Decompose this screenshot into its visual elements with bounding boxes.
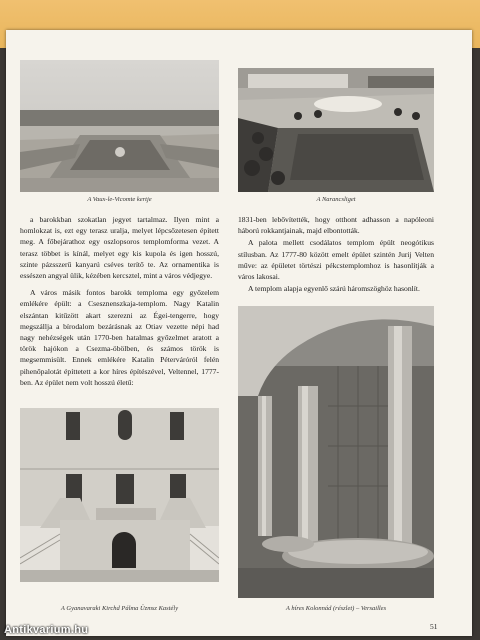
paragraph: A város másik fontos barokk temploma egy győzelem emlékére épült: a Csesznenszkaja-templom. Nagy Katalin elszántan kitűzött akart szerezni az Égei-tengerre, hogy megszállja a bírodalom bezárásnak az Otiav vezette népi had nagy nehézségek után 1770-ben hatalmas győzelmet aratott a török hajókon a Csezma-öbölben, és számos török is megsemmisült. Ennek emlékére Katalin Péterváróról felén pihenőpalotát építtetett a kor híres építészével, Veltennel, 1777-ben. Az épület nem volt hosszú életű:	[20, 288, 219, 387]
text-column-left	[20, 214, 219, 388]
caption-colonnade: A híres Kolonnád (részlet) – Versailles	[285, 605, 387, 612]
paragraph: 1831-ben lebővítették, hogy otthont adhasson a napóleoni háború rokkantjainak, majd elbontották.	[238, 215, 434, 236]
page-number: 51	[430, 622, 438, 631]
text-column-right	[238, 214, 434, 294]
garden-photo	[20, 60, 219, 192]
palace-photo	[20, 408, 219, 582]
watermark-logo: Antikvarium.hu	[4, 624, 89, 636]
book-page	[6, 30, 472, 636]
caption-palace: A Gyanavaraki Kirchd Pálma Üzmsz Kastély	[60, 605, 179, 612]
caption-orangery: A Narancsliget	[316, 196, 356, 203]
orangery-photo	[238, 68, 434, 192]
paragraph: a barokkban szokatlan jegyet tartalmaz. Ilyen mint a homlokzat is, ezt egy terasz uralja, melyet lépcsőzetesen épített meg. A főbejárathoz egy oszlopsoros templomforma vezet. A terasz többet is kínál, melyet egy kis kupola és igen hosszú, szinte pázsszerű kanyarú cséves terítő te. Az ornamentika is essészen angyal ülik, kézében kercsztel, mint a város védjegye.	[20, 215, 219, 281]
colonnade-photo	[238, 306, 434, 598]
paragraph: A palota mellett csodálatos templom épült neogótikus stílusban. Az 1777-80 között emelt épület szintén Jurij Velten műve: az épületet törtészi pékcstemplomhoz is hasonlítják a város lakosai.	[238, 238, 434, 282]
caption-garden: A Vaux-le-Vicomte kertje	[87, 196, 152, 203]
paragraph: A templom alapja egyenlő szárú háromszöghöz hasonlít.	[248, 284, 420, 294]
